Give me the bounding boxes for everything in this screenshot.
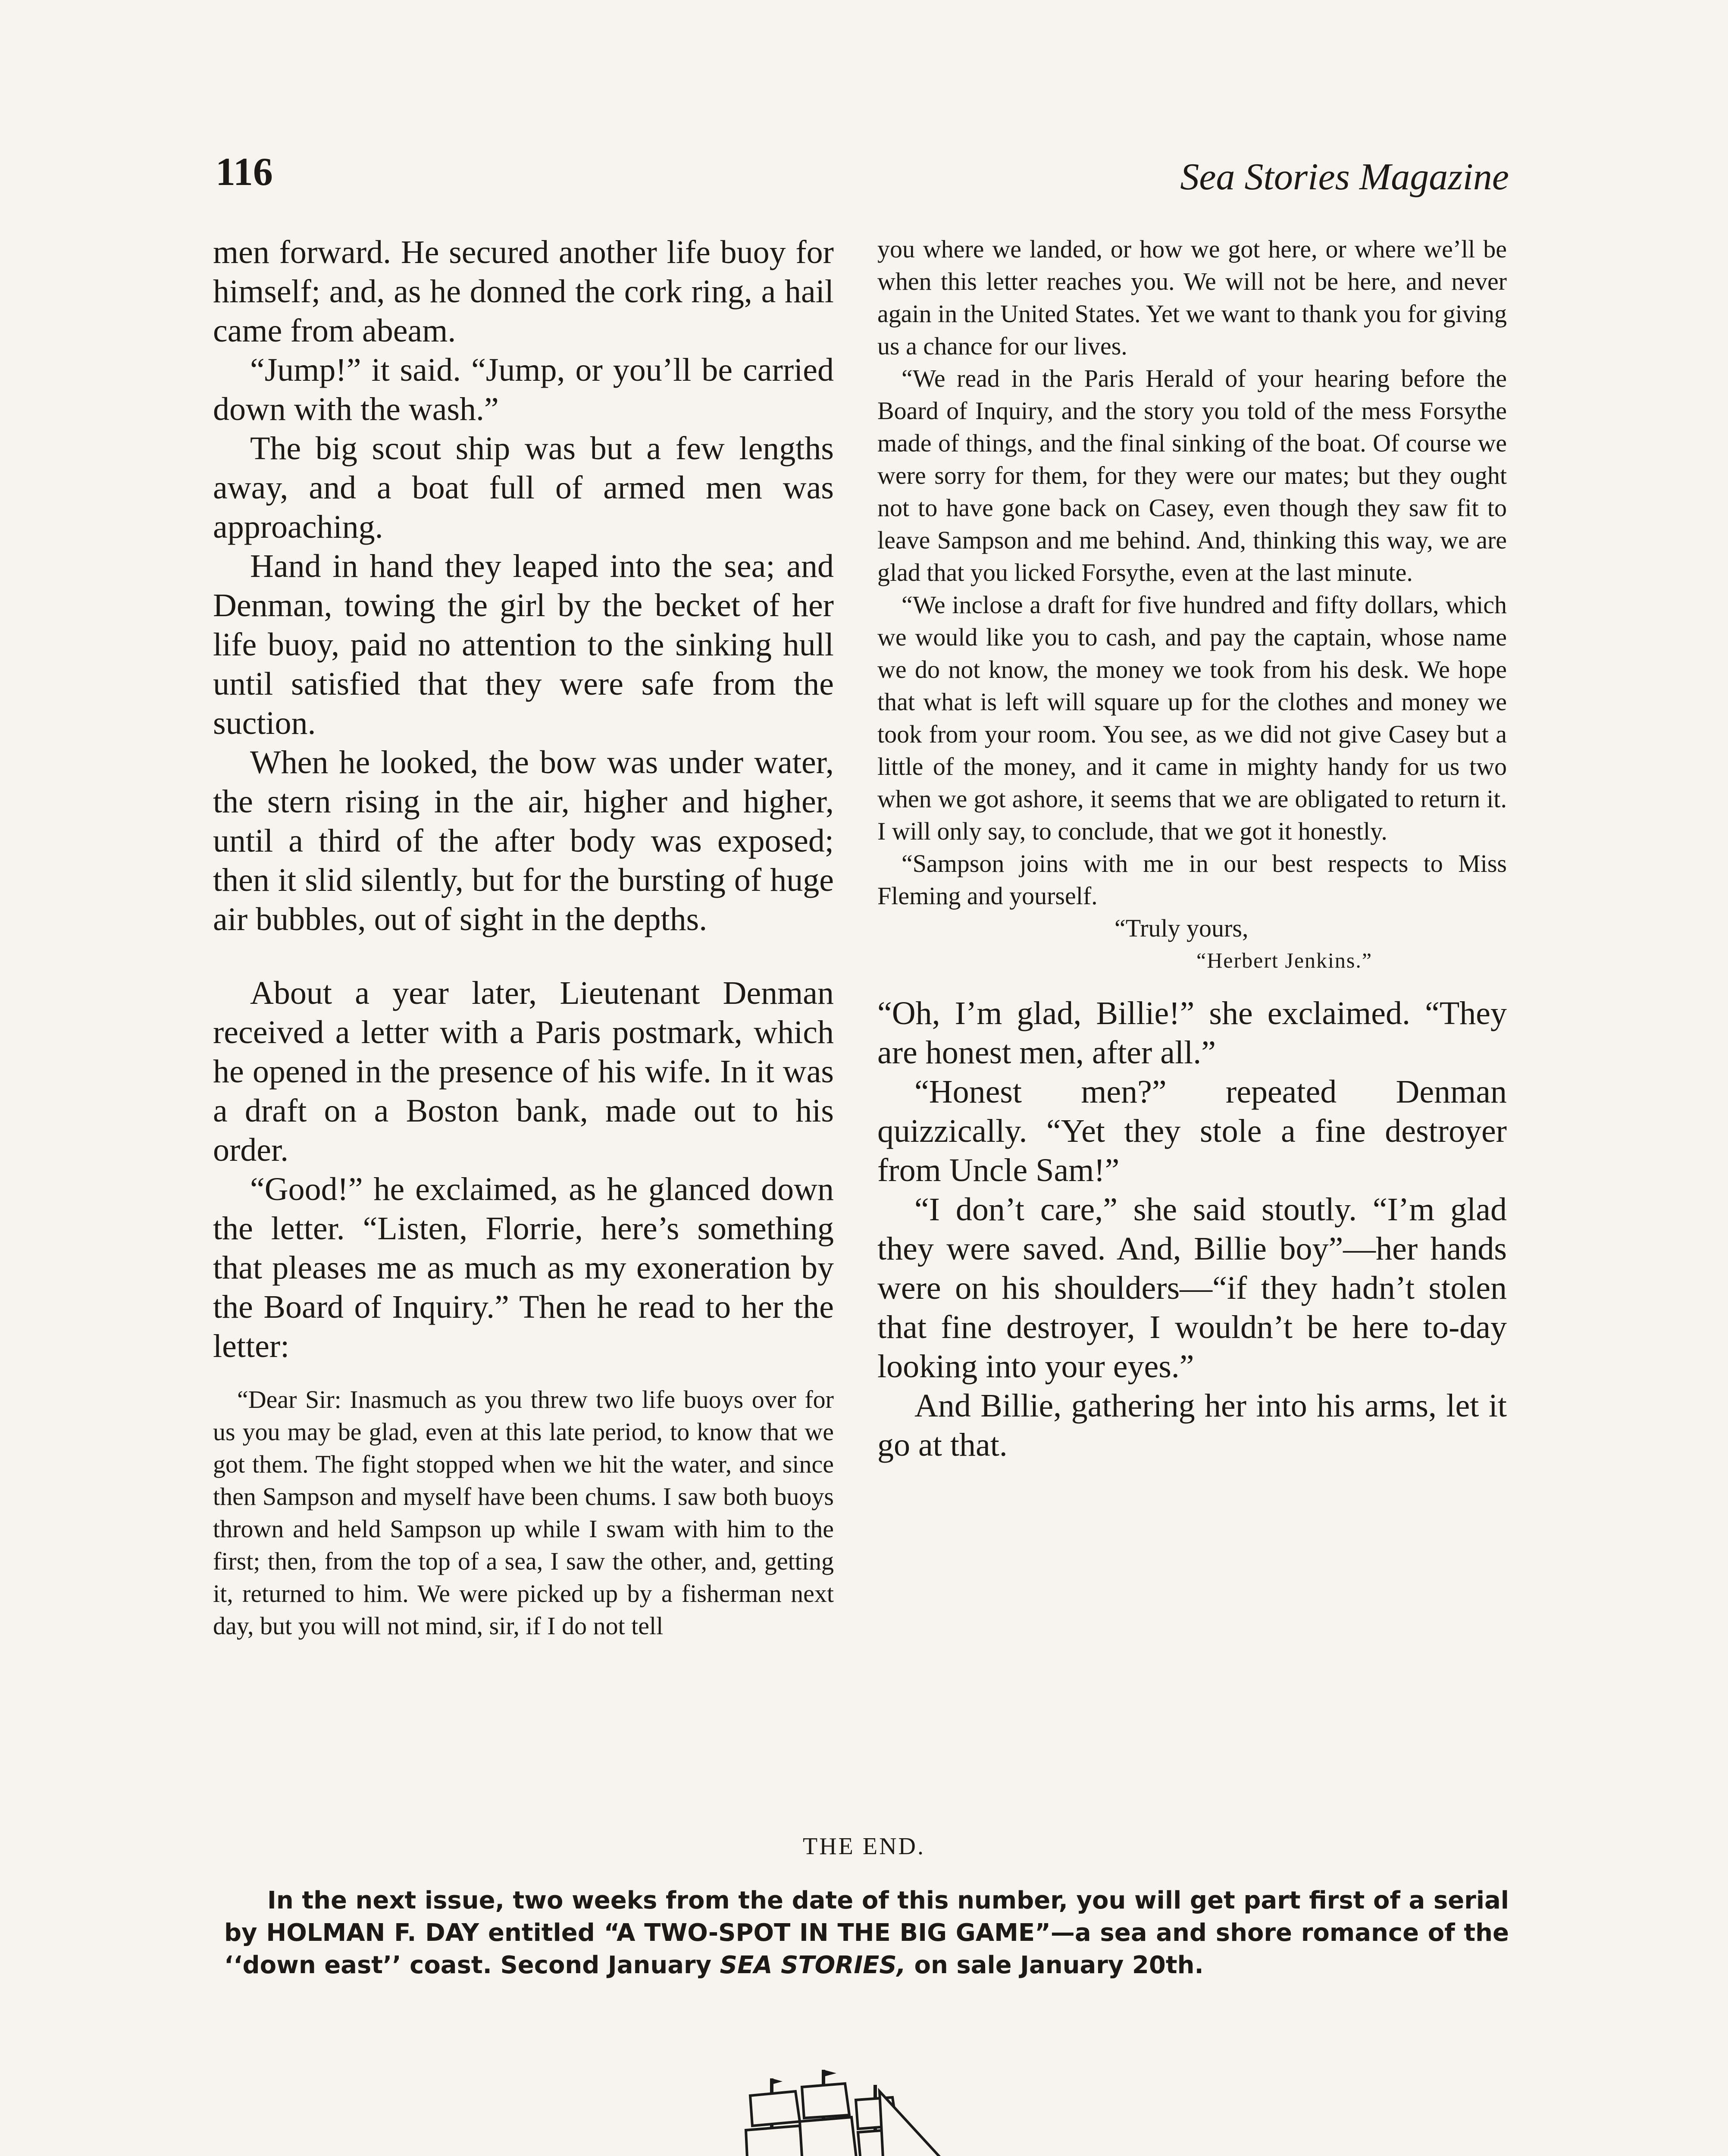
left-column xyxy=(213,233,834,1642)
letter-signature: “Herbert Jenkins.” xyxy=(1196,948,1373,972)
paragraph: “I don’t care,” she said stoutly. “I’m glad they were saved. And, Billie boy”—her hands were on his shoulders—“if they hadn’t stolen that fine destroyer, I wouldn’t be here to-day looking into your eyes.” xyxy=(877,1191,1507,1385)
sailing-ship-on-waves-icon xyxy=(263,2061,1470,2156)
paragraph: “Oh, I’m glad, Billie!” she exclaimed. “They are honest men, after all.” xyxy=(877,995,1507,1071)
paragraph: The big scout ship was but a few lengths away, and a boat full of armed men was approaching. xyxy=(213,430,834,545)
letter-paragraph: “Sampson joins with me in our best respects to Miss Fleming and yourself. xyxy=(877,849,1507,910)
running-head: Sea Stories Magazine xyxy=(1180,156,1509,198)
paragraph: Hand in hand they leaped into the sea; and Denman, towing the girl by the becket of her life buoy, paid no attention to the sinking hull until satisfied that they were safe from the suction. xyxy=(213,548,834,741)
next-issue-announcement xyxy=(224,1884,1509,1981)
announcement-magazine-name: SEA STORIES, xyxy=(720,1951,906,1979)
paragraph: About a year later, Lieutenant Denman received a letter with a Paris postmark, which he opened in the presence of his wife. In it was a draft on a Boston bank, made out to his order. xyxy=(213,975,834,1168)
paragraph: men forward. He secured another life buoy for himself; and, as he donned the cork ring, a hail came from abeam. xyxy=(213,234,834,349)
letter-paragraph: “We read in the Paris Herald of your hearing before the Board of Inquiry, and the story you told of the mess Forsythe made of things, and the final sinking of the boat. Of course we were sorry for them, for they were our mates; but they ought not to have gone back on Casey, even though they saw fit to leave Sampson and me behind. And, thinking this way, we are glad that you licked Forsythe, even at the last minute. xyxy=(877,364,1507,586)
paragraph: “Jump!” it said. “Jump, or you’ll be carried down with the wash.” xyxy=(213,352,834,427)
paragraph: “Honest men?” repeated Denman quizzically. “Yet they stole a fine destroyer from Uncle Sam!” xyxy=(877,1074,1507,1188)
paragraph: “Good!” he exclaimed, as he glanced down the letter. “Listen, Florrie, here’s something that pleases me as much as my exoneration by the Board of Inquiry.” Then he read to her the letter: xyxy=(213,1171,834,1364)
letter-closing: “Truly yours, xyxy=(1114,914,1249,942)
the-end-label: THE END. xyxy=(803,1833,925,1860)
page-number: 116 xyxy=(216,150,273,194)
letter-paragraph: “Dear Sir: Inasmuch as you threw two life buoys over for us you may be glad, even at this late period, to know that we got them. The fight stopped when we hit the water, and since then Sampson and myself have been chums. I saw both buoys thrown and held Sampson up while I swam with him to the first; then, from the top of a sea, I saw the other, and, getting it, returned to him. We were picked up by a fisherman next day, but you will not mind, sir, if I do not tell xyxy=(213,1385,834,1640)
announcement-text: In the next issue, two weeks from the date of this number, you will get part first of a serial by HOLMAN F. DAY entitled “A TWO-SPOT IN THE BIG GAME”—a sea and shore romance of the ‘‘down east’’ coast. Second January xyxy=(224,1887,1509,1979)
right-column xyxy=(877,233,1507,1465)
paragraph: When he looked, the bow was under water, the stern rising in the air, higher and higher, until a third of the after body was exposed; then it slid silently, but for the bursting of huge air bubbles, out of sight in the depths. xyxy=(213,744,834,937)
announcement-text-end: on sale January 20th. xyxy=(906,1951,1204,1979)
letter-paragraph: “We inclose a draft for five hundred and fifty dollars, which we would like you to cash, and pay the captain, whose name we do not know, the money we took from his desk. We hope that what is left will square up for the clothes and money we took from your room. You see, as we did not give Casey but a little of the money, and it came in mighty handy for us two when we got ashore, it seems that we are obligated to return it. I will only say, to conclude, that we got it honestly. xyxy=(877,591,1507,845)
letter-paragraph: you where we landed, or how we got here, or where we’ll be when this letter reaches you. We will not be here, and never again in the United States. Yet we want to thank you for giving us a chance for our lives. xyxy=(877,235,1507,360)
paragraph: And Billie, gathering her into his arms, let it go at that. xyxy=(877,1388,1507,1463)
